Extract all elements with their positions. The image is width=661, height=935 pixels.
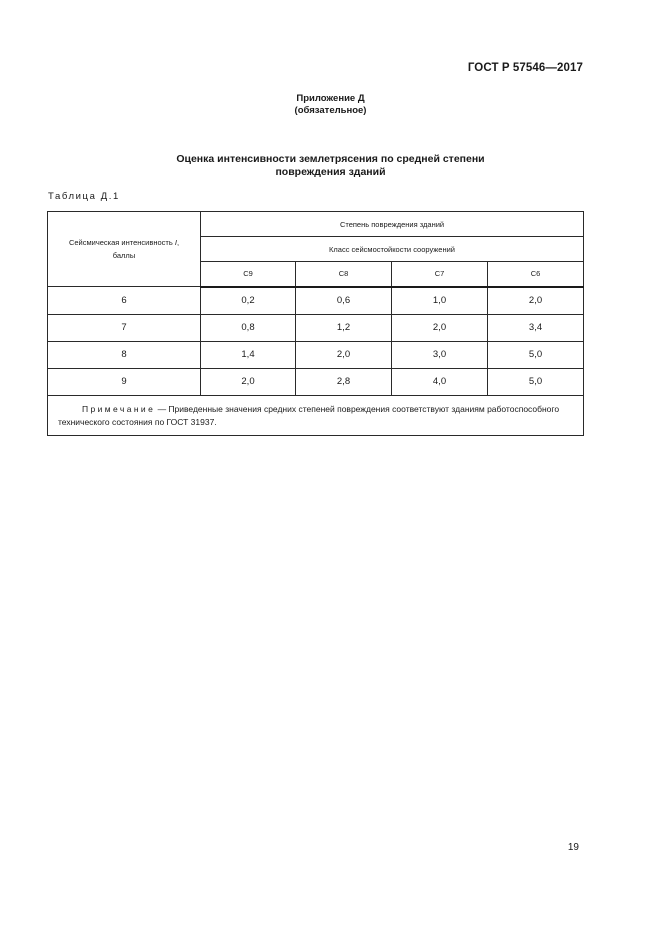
value-cell: 0,6 [296, 287, 392, 315]
header-class-c8: С8 [296, 262, 392, 287]
section-title-line-2: повреждения зданий [275, 166, 386, 178]
value-cell: 3,0 [392, 341, 488, 368]
header-class-c9: С9 [201, 262, 296, 287]
section-title-line-1: Оценка интенсивности землетрясения по средней степени [176, 153, 485, 165]
table-note [48, 395, 584, 435]
value-cell: 1,0 [392, 287, 488, 315]
table-row [48, 287, 584, 315]
header-intensity-suffix: , [176, 238, 180, 247]
note-lead: Примечание [82, 403, 156, 414]
table-row [48, 368, 584, 395]
value-cell: 2,0 [296, 341, 392, 368]
value-cell: 3,4 [488, 314, 584, 341]
header-class-c7: С7 [392, 262, 488, 287]
header-intensity [48, 212, 201, 287]
value-cell: 2,8 [296, 368, 392, 395]
header-intensity-prefix: Сейсмическая интенсивность [68, 238, 175, 247]
appendix-heading [0, 93, 661, 117]
header-damage-degree: Степень повреждения зданий [201, 212, 584, 237]
value-cell: 0,8 [201, 314, 296, 341]
intensity-cell: 8 [48, 341, 201, 368]
page-number: 19 [567, 842, 579, 853]
intensity-table [47, 211, 584, 436]
section-title [0, 153, 661, 179]
header-intensity-symbol: I [174, 238, 177, 247]
intensity-cell: 6 [48, 287, 201, 315]
table-row [48, 341, 584, 368]
note-text: — Приведенные значения средних степеней повреждения соответствуют зданиям работоспособного технического состояния по ГОСТ 31937. [58, 403, 560, 427]
value-cell: 5,0 [488, 368, 584, 395]
appendix-label: Приложение Д [296, 93, 365, 104]
intensity-cell: 9 [48, 368, 201, 395]
table-row [48, 314, 584, 341]
header-seismic-class: Класс сейсмостойкости сооружений [201, 237, 584, 262]
value-cell: 2,0 [488, 287, 584, 315]
appendix-status: (обязательное) [294, 105, 367, 116]
value-cell: 1,2 [296, 314, 392, 341]
table-caption: Таблица Д.1 [48, 191, 120, 202]
intensity-cell: 7 [48, 314, 201, 341]
table-note-row [48, 395, 584, 435]
header-intensity-unit: баллы [112, 251, 136, 260]
value-cell: 1,4 [201, 341, 296, 368]
value-cell: 2,0 [392, 314, 488, 341]
value-cell: 5,0 [488, 341, 584, 368]
value-cell: 2,0 [201, 368, 296, 395]
value-cell: 0,2 [201, 287, 296, 315]
header-class-c6: С6 [488, 262, 584, 287]
value-cell: 4,0 [392, 368, 488, 395]
standard-code: ГОСТ Р 57546—2017 [467, 62, 583, 74]
